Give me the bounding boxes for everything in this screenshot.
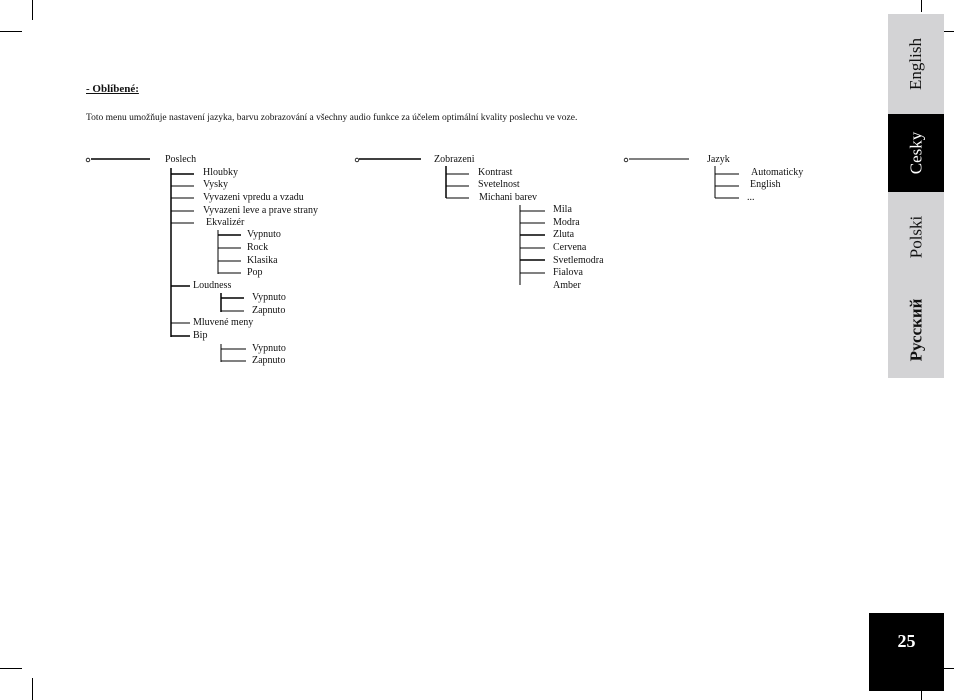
menu-item: Hloubky [203,167,238,178]
menu-title-poslech: Poslech [165,154,197,165]
page-number-text: 25 [897,631,916,651]
menu-item: Ekvalizér [206,217,245,228]
menu-title-zobrazeni: Zobrazeni [434,154,475,165]
tab-russian-label: Русский [906,298,925,362]
tab-polski-label: Polski [906,215,925,259]
submenu-item: Klasika [247,255,278,266]
tab-russian[interactable] [888,282,944,378]
submenu-item: Cervena [553,242,587,253]
page-number [869,613,944,691]
menu-item: Michani barev [479,192,538,203]
tab-polski[interactable] [888,192,944,282]
submenu-item: Vypnuto [252,292,286,303]
submenu-item: Amber [553,280,581,291]
tab-english-label: English [905,38,925,90]
submenu-item: Zluta [553,229,575,240]
tab-cesky-label: Cesky [906,131,925,175]
submenu-item: Svetlemodra [553,255,604,266]
menu-item: ... [747,192,755,203]
menu-item: Svetelnost [478,179,520,190]
submenu-item: Vypnuto [252,343,286,354]
submenu-item: Fialova [553,267,583,278]
submenu-item: Modra [553,217,580,228]
tab-english[interactable] [888,14,944,114]
submenu-item: Vypnuto [247,229,281,240]
menu-item: Mluvené meny [193,317,254,328]
menu-item: Loudness [193,280,232,291]
menu-item: Vyvazeni leve a prave strany [203,205,318,216]
submenu-item: Rock [247,242,269,253]
tab-cesky[interactable] [888,114,944,192]
menu-item: English [750,179,781,190]
submenu-item: Zapnuto [252,355,286,366]
submenu-item: Pop [247,267,263,278]
menu-item: Kontrast [478,167,513,178]
menu-item: Vyvazeni vpredu a vzadu [203,192,304,203]
section-heading: - Oblíbené: [86,83,139,95]
menu-title-jazyk: Jazyk [707,154,730,165]
menu-item: Vysky [203,179,229,190]
menu-item: Bip [193,330,208,341]
submenu-item: Zapnuto [252,305,286,316]
language-tabs [888,14,944,378]
intro-text: Toto menu umožňuje nastavení jazyka, barvu zobrazování a všechny audio funkce za účelem optimální kvality poslechu ve voze. [86,113,578,123]
submenu-item: Mila [553,204,572,215]
menu-item: Automaticky [751,167,804,178]
